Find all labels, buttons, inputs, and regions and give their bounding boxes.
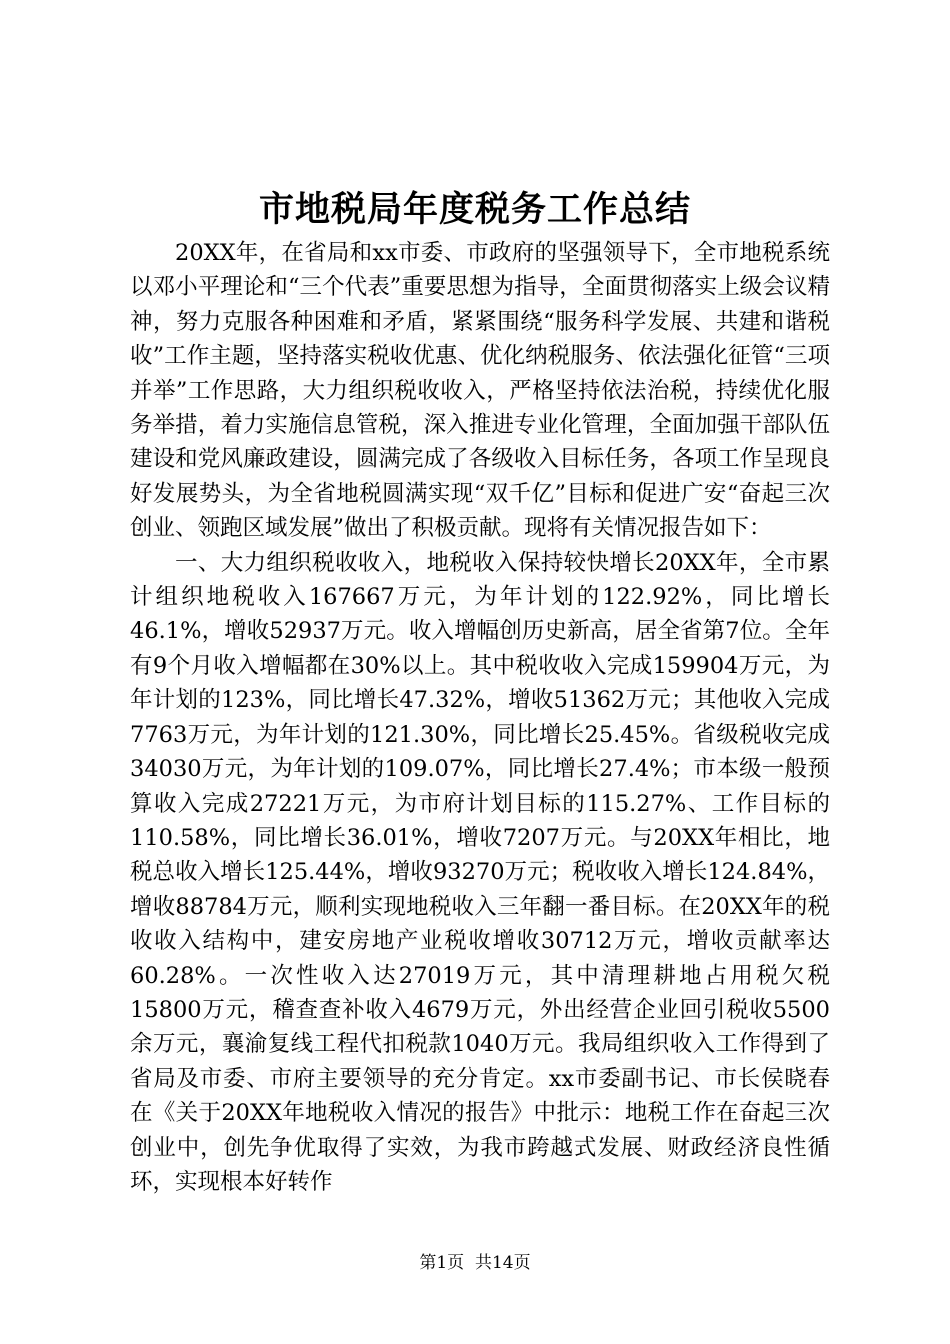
intro-paragraph: 20XX年，在省局和xx市委、市政府的坚强领导下，全市地税系统以邓小平理论和“三个代表”重要思想为指导，全面贯彻落实上级会议精神，努力克服各种困难和矛盾，紧紧围绕“服务科学发展、共建和谐税收”工作主题，坚持落实税收优惠、优化纳税服务、依法强化征管“三项并举”工作思路，大力组织税收收入，严格坚持依法治税，持续优化服务举措，着力实施信息管税，深入推进专业化管理，全面加强干部队伍建设和党风廉政建设，圆满完成了各级收入目标任务，各项工作呈现良好发展势头，为全省地税圆满实现“双千亿”目标和促进广安“奋起三次创业、领跑区域发展”做出了积极贡献。现将有关情况报告如下： bbox=[130, 240, 830, 542]
document-body bbox=[130, 236, 830, 1199]
section-one-paragraph: 一、大力组织税收收入，地税收入保持较快增长20XX年，全市累计组织地税收入167667万元，为年计划的122.92%，同比增长46.1%，增收52937万元。收入增幅创历史新高，居全省第7位。全年有9个月收入增幅都在30%以上。其中税收收入完成159904万元，为年计划的123%，同比增长47.32%，增收51362万元；其他收入完成7763万元，为年计划的121.30%，同比增长25.45%。省级税收完成34030万元，为年计划的109.07%，同比增长27.4%；市本级一般预算收入完成27221万元，为市府计划目标的115.27%、工作目标的110.58%，同比增长36.01%，增收7207万元。与20XX年相比，地税总收入增长125.44%，增收93270万元；税收收入增长124.84%，增收88784万元，顺利实现地税收入三年翻一番目标。在20XX年的税收收入结构中，建安房地产业税收增收30712万元，增收贡献率达60.28%。一次性收入达27019万元，其中清理耕地占用税欠税15800万元，稽查查补收入4679万元，外出经营企业回引税收5500余万元，襄渝复线工程代扣税款1040万元。我局组织收入工作得到了省局及市委、市府主要领导的充分肯定。xx市委副书记、市长侯晓春在《关于20XX年地税收入情况的报告》中批示：地税工作在奋起三次创业中，创先争优取得了实效，为我市跨越式发展、财政经济良性循环，实现根本好转作 bbox=[130, 549, 830, 1195]
document-title: 市地税局年度税务工作总结 bbox=[258, 189, 691, 230]
page-number-label: 第1页 共14页 bbox=[419, 1253, 531, 1273]
page-footer bbox=[0, 1251, 950, 1275]
